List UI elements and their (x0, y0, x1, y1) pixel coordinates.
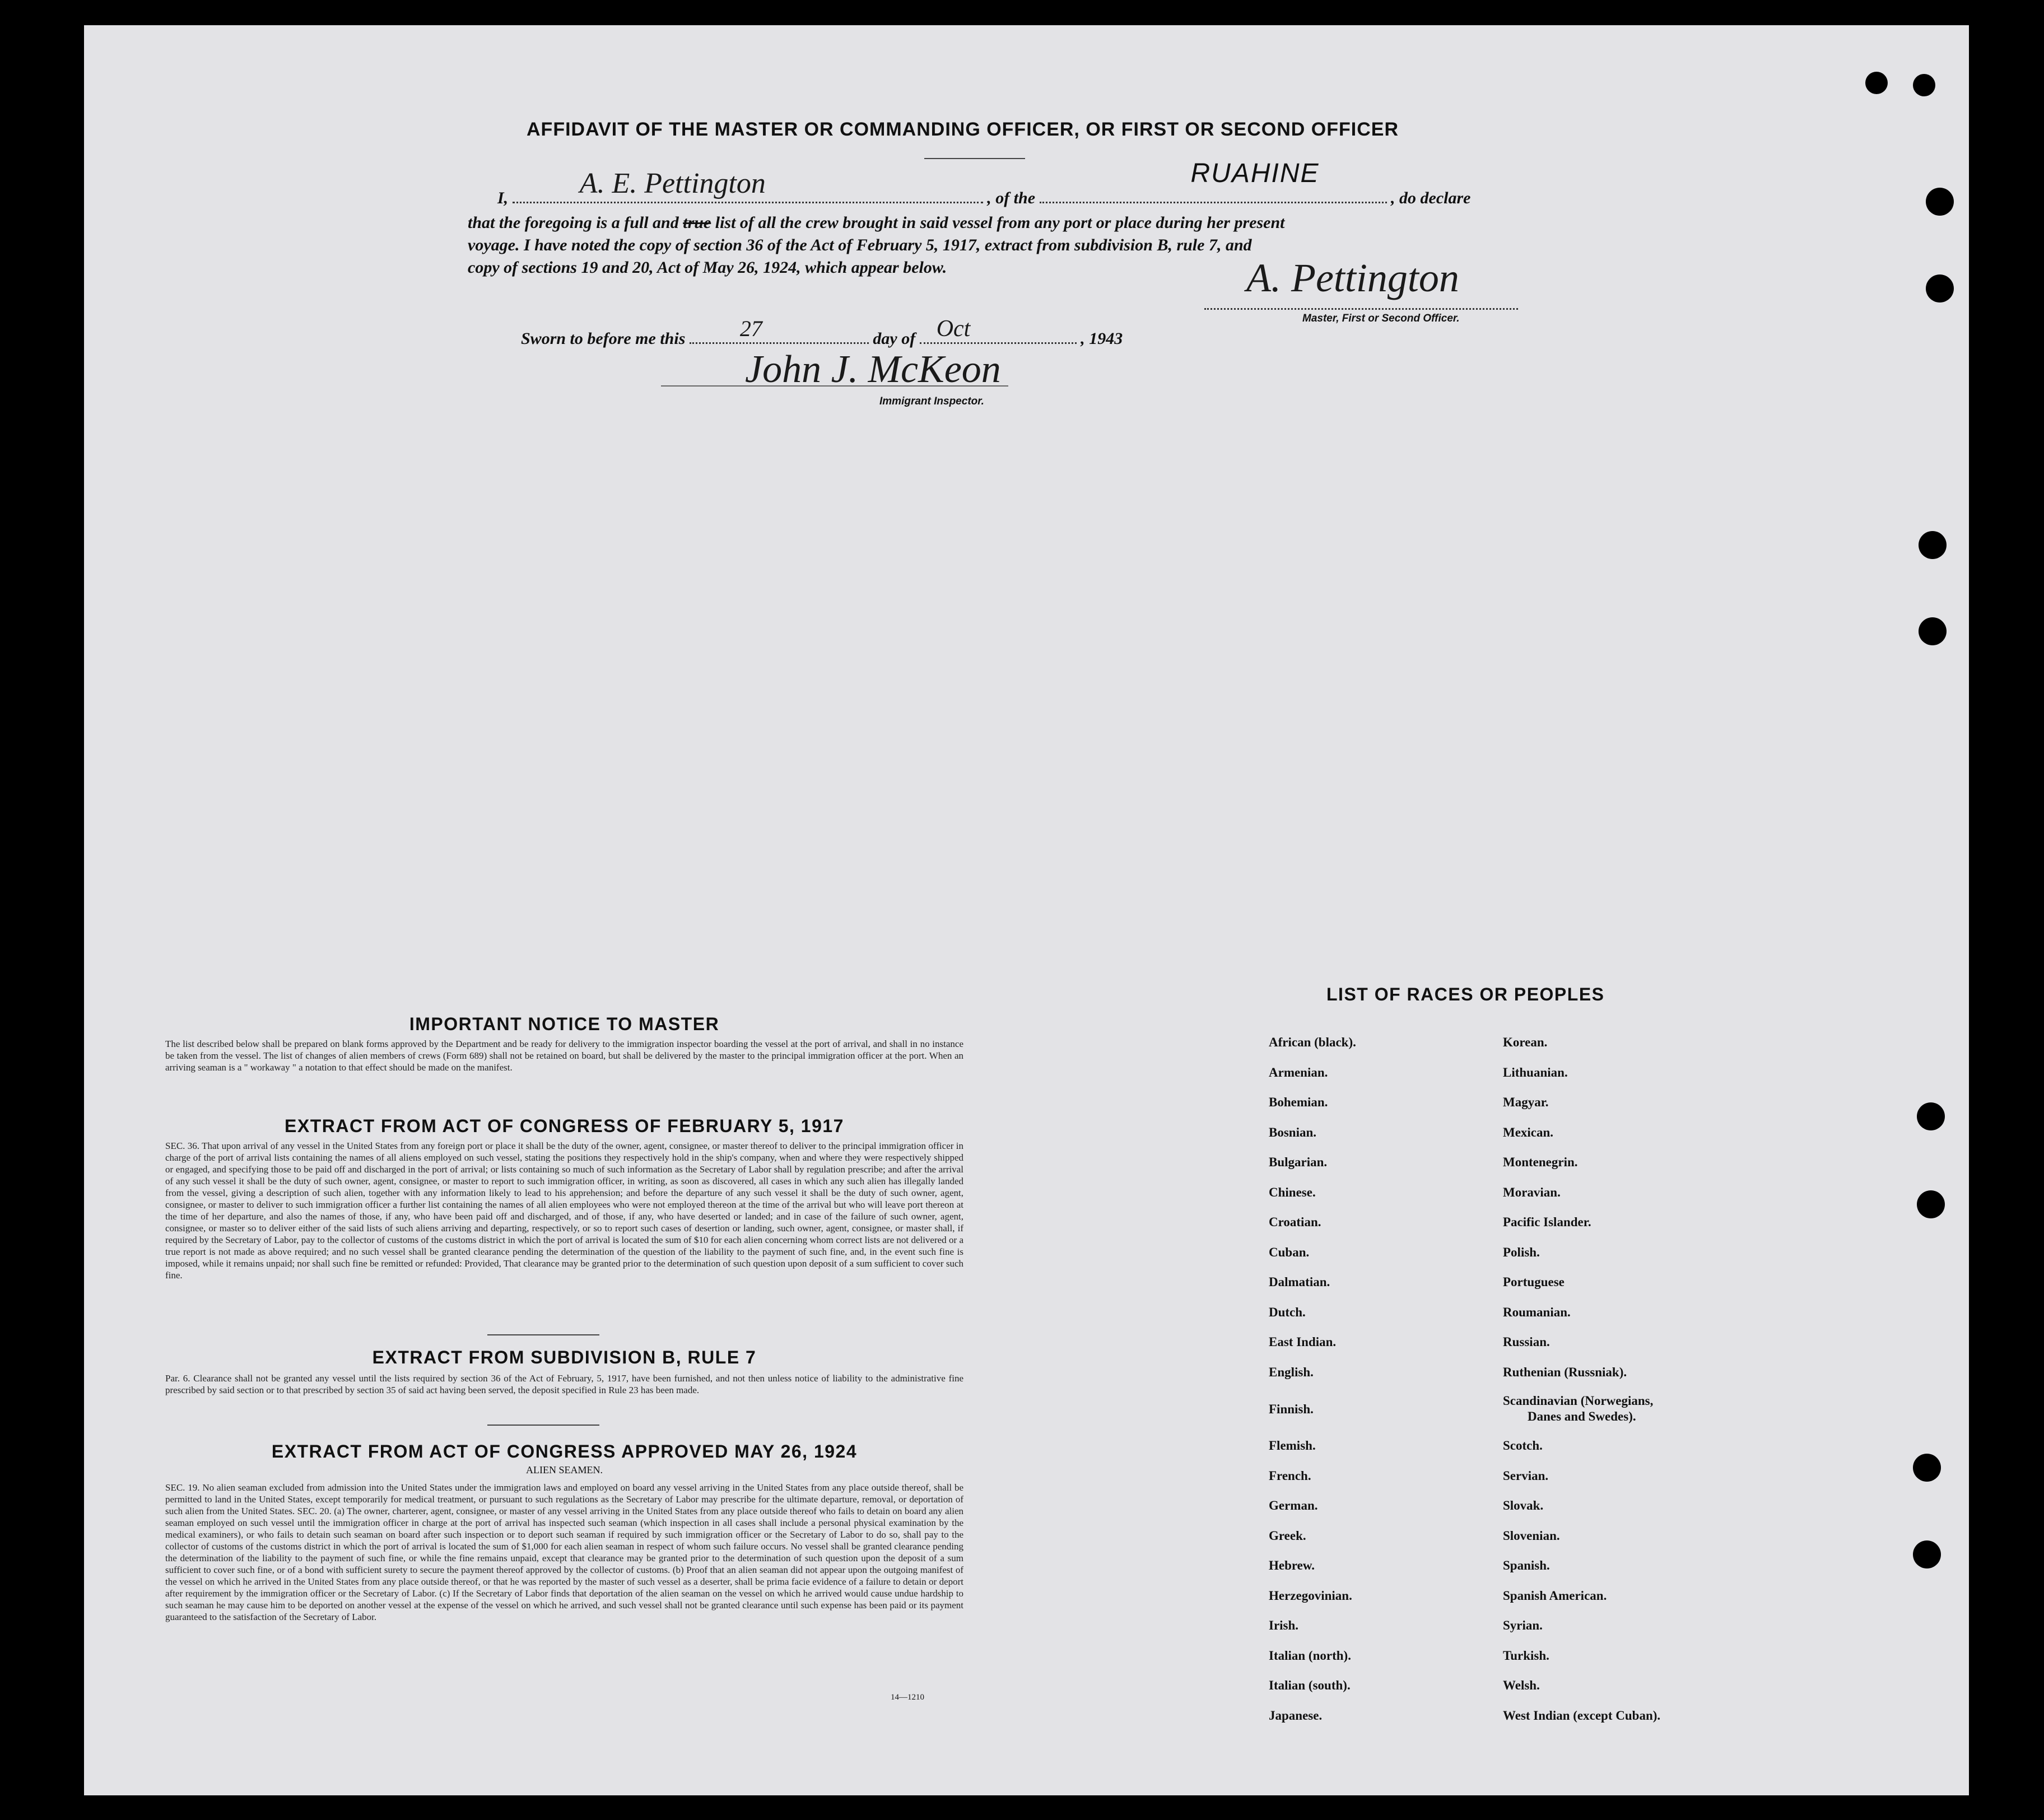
race-item: Polish. (1503, 1245, 1540, 1259)
race-item: Slovak. (1503, 1498, 1544, 1512)
punch-hole (1913, 74, 1935, 96)
struck-word: true (683, 213, 711, 232)
race-item: Dutch. (1269, 1305, 1306, 1319)
section-rule (487, 1425, 599, 1426)
races-right-column (1503, 1035, 1772, 1730)
punch-hole (1926, 274, 1954, 302)
race-item: Ruthenian (Russniak). (1503, 1365, 1627, 1379)
race-item: German. (1269, 1498, 1318, 1512)
body-text: list of all the crew brought in said vessel from any port or place during her present (715, 213, 1285, 232)
master-name-handwritten: A. E. Pettington (579, 167, 766, 199)
races-title: LIST OF RACES OR PEOPLES (1326, 984, 1605, 1004)
race-item: Korean. (1503, 1035, 1548, 1049)
punch-hole (1919, 617, 1947, 645)
punch-hole (1913, 1540, 1941, 1568)
race-item: Bohemian. (1269, 1095, 1328, 1109)
race-item: Magyar. (1503, 1095, 1549, 1109)
punch-hole (1919, 531, 1947, 559)
sworn-year: , 1943 (1081, 329, 1123, 348)
form-number: 14—1210 (891, 1693, 924, 1702)
race-item: Pacific Islander. (1503, 1215, 1591, 1229)
i-label: I, (497, 189, 509, 207)
race-item: Portuguese (1503, 1275, 1565, 1289)
sworn-day: 27 (739, 316, 762, 341)
race-item: Japanese. (1269, 1709, 1323, 1723)
master-name-field (513, 167, 983, 203)
day-of-label: day of (873, 329, 916, 348)
race-item: Turkish. (1503, 1649, 1549, 1663)
race-item: Greek. (1269, 1529, 1306, 1543)
race-item: Flemish. (1269, 1439, 1316, 1453)
race-item: Welsh. (1503, 1678, 1540, 1692)
race-item: Scotch. (1503, 1439, 1543, 1453)
of-the-label: , of the (987, 189, 1036, 207)
race-item: Moravian. (1503, 1185, 1561, 1199)
title-rule (924, 158, 1025, 159)
inspector-label: Immigrant Inspector. (879, 395, 984, 407)
races-left-column (1269, 1035, 1493, 1730)
affidavit-title: AFFIDAVIT OF THE MASTER OR COMMANDING OFFICER, OR FIRST OR SECOND OFFICER (527, 119, 1399, 140)
race-item: West Indian (except Cuban). (1503, 1709, 1661, 1723)
race-item: Spanish. (1503, 1558, 1550, 1572)
race-item: Danes and Swedes). (1528, 1409, 1636, 1423)
extract-1917-text: SEC. 36. That upon arrival of any vessel in the United States from any foreign port or place it shall be the duty of the owner, agent, consignee, or master thereof to deliver to the principal immigration officer in charge of the port of arrival lists containing the names of all aliens employed on such vessel, stating the positions they respectively hold in the ship's company, when and where they were respectively shipped or engaged, and specifying those to be paid off and discharged in the port of arrival; or lists containing so much of such information as the Secretary of Labor shall by regulation prescribe; and after the arrival of any such vessel it shall be the duty of such owner, agent, consignee, or master to report to such immigration officer, in writing, as soon as discovered, all cases in which any such alien has illegally landed from the vessel, giving a description of such alien, together with any information likely to lead to his apprehension; and before the departure of any such vessel it shall be the duty of such owner, agent, consignee, or master to deliver to such immigration officer a further list containing the names of all alien employees who were not employed thereon at the time of the arrival but who will leave port thereon at the time of her departure, and also the names of those, if any, who have been paid off and discharged, and of those, if any, who have deserted or landed; and in case of the failure of such owner, agent, consignee, or master so to deliver either of the said lists of such aliens arriving and departing, respectively, or so to report such cases of desertion or landing, such owner, agent, consignee, or master shall, if required by the Secretary of Labor, pay to the collector of customs of the customs district in which the port of arrival is located the sum of $10 for each alien concerning whom correct lists are not delivered or a true report is not made as above required; and no such vessel shall be granted clearance pending the determination of the question of the liability to the payment of such fine, and, in the event such fine is imposed, while it remains unpaid; nor shall such fine be remitted or refunded: Provided, That clearance may be granted prior to the determination of such question upon deposit of a sum sufficient to cover such fine. (165, 1141, 963, 1281)
punch-hole (1917, 1190, 1945, 1218)
body-text: that the foregoing is a full and (468, 213, 679, 232)
race-item: Herzegovinian. (1269, 1589, 1352, 1603)
race-item: Cuban. (1269, 1245, 1310, 1259)
race-item: Chinese. (1269, 1185, 1316, 1199)
body-line-1 (468, 212, 1532, 234)
body-line-3: copy of sections 19 and 20, Act of May 26, 1924, which appear below. (468, 258, 947, 277)
race-item: Slovenian. (1503, 1529, 1560, 1543)
subdivision-text: Par. 6. Clearance shall not be granted any vessel until the lists required by section 36 of the Act of February, 5, 1917, have been furnished, and not then unless notice of liability to the administrative fine prescribed by said section or to that prescribed by section 35 of said act having been served, the deposit specified in Rule 23 has been made. (165, 1373, 963, 1395)
notice-text: The list described below shall be prepared on blank forms approved by the Department and be ready for delivery to the immigration inspector boarding the vessel at the port of arrival, and shall in no instance be taken from the vessel. The list of changes of alien members of crews (Form 689) shall not be retained on board, but shall be delivered by the master to the principal immigration officer at the port. When an arriving seaman is a " workaway " a notation to that effect should be made on the manifest. (165, 1039, 963, 1073)
vessel-field (1040, 159, 1387, 203)
sworn-month: Oct (936, 316, 971, 342)
race-item: Finnish. (1269, 1402, 1314, 1416)
race-item: Syrian. (1503, 1618, 1543, 1632)
sworn-prefix: Sworn to before me this (521, 329, 686, 348)
race-item: East Indian. (1269, 1335, 1337, 1349)
subdivision-title: EXTRACT FROM SUBDIVISION B, RULE 7 (372, 1347, 757, 1367)
body-line-2: voyage. I have noted the copy of section 36 of the Act of February 5, 1917, extract from subdivision B, rule 7, and (468, 236, 1252, 254)
section-rule (487, 1334, 599, 1335)
punch-hole (1917, 1102, 1945, 1130)
punch-hole (1865, 72, 1888, 94)
inspector-signature: John J. McKeon (745, 348, 1001, 391)
affidavit-line1 (497, 159, 1534, 210)
race-item: Hebrew. (1269, 1558, 1315, 1572)
extract-1924-subtitle: ALIEN SEAMEN. (526, 1464, 603, 1475)
race-item: Mexican. (1503, 1125, 1554, 1139)
punch-hole (1913, 1454, 1941, 1482)
sworn-line (521, 316, 1123, 350)
master-signature: A. Pettington (1246, 255, 1459, 300)
race-item: Servian. (1503, 1469, 1549, 1483)
day-field (690, 316, 869, 344)
master-signature-label: Master, First or Second Officer. (1302, 313, 1460, 324)
race-item: Dalmatian. (1269, 1275, 1330, 1289)
race-item: Croatian. (1269, 1215, 1321, 1229)
vessel-stamp: RUAHINE (1190, 159, 1320, 188)
extract-1924-title: EXTRACT FROM ACT OF CONGRESS APPROVED MAY 26, 1924 (271, 1441, 858, 1461)
race-item: Irish. (1269, 1618, 1299, 1632)
race-item: Montenegrin. (1503, 1155, 1578, 1169)
punch-hole (1926, 188, 1954, 216)
race-item: Russian. (1503, 1335, 1550, 1349)
race-item: Bulgarian. (1269, 1155, 1328, 1169)
race-item: Spanish American. (1503, 1589, 1607, 1603)
race-item: Bosnian. (1269, 1125, 1317, 1139)
race-item: French. (1269, 1469, 1311, 1483)
race-item: Italian (south). (1269, 1678, 1351, 1692)
race-item: Roumanian. (1503, 1305, 1571, 1319)
race-item: English. (1269, 1365, 1314, 1379)
extract-1924-text: SEC. 19. No alien seaman excluded from admission into the United States under the immigration laws and employed on board any vessel arriving in the United States from any place outside thereof, shall be permitted to land in the United States, except temporarily for medical treatment, or pursuant to such regulations as the Secretary of Labor may prescribe for the ultimate departure, removal, or deportation of such alien from the United States. SEC. 20. (a) The owner, charterer, agent, consignee, or master of any vessel arriving in the United States from any place outside thereof who fails to detain on board any alien seaman employed on such vessel until the immigration officer in charge at the port of arrival has inspected such seaman (which inspection in all cases shall include a personal physical examination by the medical examiners), or who fails to detain such seaman on board after such inspection or to deport such seaman if required by such immigration officer or the Secretary of Labor to do so, shall pay to the collector of customs of the customs district in which the port of arrival is located the sum of $1,000 for each alien seaman in respect of whom such failure occurs. No vessel shall be granted clearance pending the determination of the liability to the payment of such fine, or while the fine remains unpaid, except that clearance may be granted prior to the determination of such question upon the deposit of a sum sufficient to cover such fine, or of a bond with sufficient surety to secure the payment thereof approved by the collector of customs. (b) Proof that an alien seaman did not appear upon the outgoing manifest of the vessel on which he arrived in the United States from any place outside thereof, or that he was reported by the master of such vessel as a deserter, shall be prima facie evidence of a failure to detain or deport after requirement by the immigration officer or the Secretary of Labor. (c) If the Secretary of Labor finds that deportation of the alien seaman on the vessel on which he arrived would cause undue hardship to such seaman he may cause him to be deported on another vessel at the expense of the vessel on which he arrived, and such vessel shall not be granted clearance until such expense has been paid or its payment guaranteed to the satisfaction of the Secretary of Labor. (165, 1482, 963, 1622)
notice-title: IMPORTANT NOTICE TO MASTER (409, 1014, 720, 1034)
month-field (920, 316, 1077, 344)
do-declare-label: , do declare (1391, 189, 1471, 207)
race-item: African (black). (1269, 1035, 1356, 1049)
race-item: Armenian. (1269, 1065, 1328, 1079)
race-item: Italian (north). (1269, 1649, 1351, 1663)
master-signature-line (1204, 307, 1518, 310)
extract-1917-title: EXTRACT FROM ACT OF CONGRESS OF FEBRUARY 5, 1917 (285, 1116, 844, 1136)
race-item: Scandinavian (Norwegians, (1503, 1394, 1654, 1408)
race-item: Lithuanian. (1503, 1065, 1568, 1079)
